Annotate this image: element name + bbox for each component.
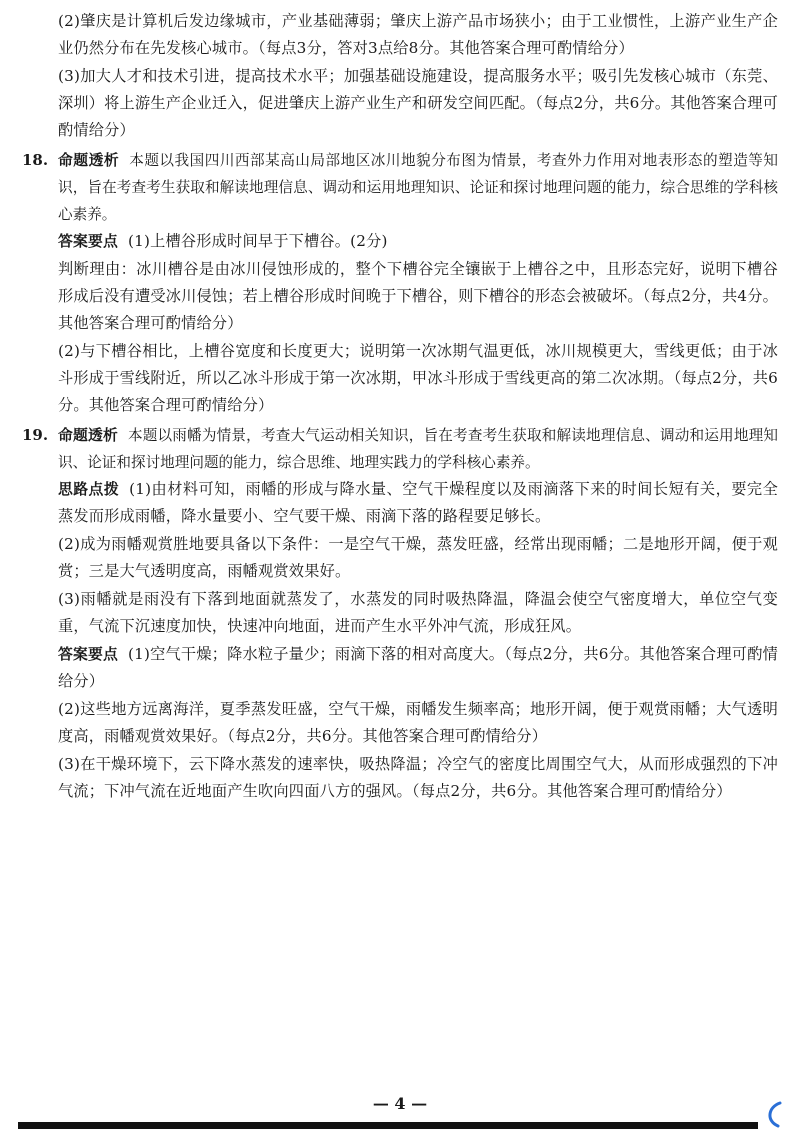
q18-answer-1	[58, 228, 778, 255]
q19-hint-3: (3)雨幡就是雨没有下落到地面就蒸发了，水蒸发的同时吸热降温，降温会使空气密度增大，单位空气变重，气流下沉速度加快，快速冲向地面，进而产生水平外冲气流，形成狂风。	[58, 590, 778, 635]
page-number: — 4 —	[372, 1094, 428, 1113]
q18-reason: 判断理由：冰川槽谷是由冰川侵蚀形成的，整个下槽谷完全镶嵌于上槽谷之中，且形态完好，说明下槽谷形成后没有遭受冰川侵蚀；若上槽谷形成时间晚于下槽谷，则下槽谷的形态会被破坏。（每点2分，共4分。其他答案合理可酌情给分）	[58, 260, 778, 332]
q19-analysis-label: 命题透析	[58, 427, 118, 444]
q19-hint-label: 思路点拨	[58, 481, 120, 498]
q18-analysis-label: 命题透析	[58, 152, 120, 169]
q19-answer-2: (2)这些地方远离海洋，夏季蒸发旺盛，空气干燥，雨幡发生频率高；地形开阔，便于观赏雨幡；大气透明度高，雨幡观赏效果好。（每点2分，共6分。其他答案合理可酌情给分）	[58, 700, 778, 745]
q18-answer-1-text: (1)上槽谷形成时间早于下槽谷。(2分)	[128, 232, 388, 250]
q18-analysis-text: 本题以我国四川西部某高山局部地区冰川地貌分布图为情景，考查外力作用对地表形态的塑造等知识，旨在考查考生获取和解读地理信息、调动和运用地理知识、论证和探讨地理问题的能力，综合思维的学科核心素养。	[58, 152, 778, 223]
q19-analysis	[22, 422, 778, 476]
q19-hint-1-text: (1)由材料可知，雨幡的形成与降水量、空气干燥程度以及雨滴落下来的时间长短有关，要完全蒸发而形成雨幡，降水量要小、空气要干燥、雨滴下落的路程要足够长。	[58, 480, 778, 525]
q18-answer-2: (2)与下槽谷相比，上槽谷宽度和长度更大；说明第一次冰期气温更低，冰川规模更大，雪线更低；由于冰斗形成于雪线附近，所以乙冰斗形成于第一次冰期，甲冰斗形成于雪线更高的第二次冰期。（每点2分，共6分。其他答案合理可酌情给分）	[58, 342, 778, 414]
q19-answer-1	[58, 641, 778, 695]
q19-analysis-text: 本题以雨幡为情景，考查大气运动相关知识，旨在考查考生获取和解读地理信息、调动和运用地理知识、论证和探讨地理问题的能力，综合思维、地理实践力的学科核心素养。	[58, 427, 778, 471]
q19-answer-label: 答案要点	[58, 646, 119, 663]
q18-analysis	[22, 147, 778, 228]
bottom-rule-divider	[18, 1122, 758, 1129]
q19-answer-3: (3)在干燥环境下，云下降水蒸发的速率快，吸热降温；冷空气的密度比周围空气大，从而形成强烈的下冲气流；下冲气流在近地面产生吹向四面八方的强风。（每点2分，共6分。其他答案合理可酌情给分）	[58, 755, 778, 800]
q19-hint-2: (2)成为雨幡观赏胜地要具备以下条件：一是空气干燥，蒸发旺盛，经常出现雨幡；二是地形开阔，便于观赏；三是大气透明度高，雨幡观赏效果好。	[58, 535, 778, 580]
q19-answer-1-text: (1)空气干燥；降水粒子量少；雨滴下落的相对高度大。（每点2分，共6分。其他答案合理可酌情给分）	[58, 645, 778, 690]
page-content	[22, 8, 778, 806]
q18-number: 18.	[22, 151, 49, 169]
corner-curl-icon	[762, 1099, 786, 1129]
q18-answer-label: 答案要点	[58, 233, 118, 250]
q17-answer-2: (2)肇庆是计算机后发边缘城市，产业基础薄弱；肇庆上游产品市场狭小；由于工业惯性，上游产业生产企业仍然分布在先发核心城市。（每点3分，答对3点给8分。其他答案合理可酌情给分）	[58, 12, 778, 57]
q17-answer-3: (3)加大人才和技术引进，提高技术水平；加强基础设施建设，提高服务水平；吸引先发核心城市（东莞、深圳）将上游生产企业迁入，促进肇庆上游产业生产和研发空间匹配。（每点2分，共6分。其他答案合理可酌情给分）	[58, 67, 778, 139]
q19-hint-1	[58, 476, 778, 530]
q19-number: 19.	[22, 426, 49, 444]
